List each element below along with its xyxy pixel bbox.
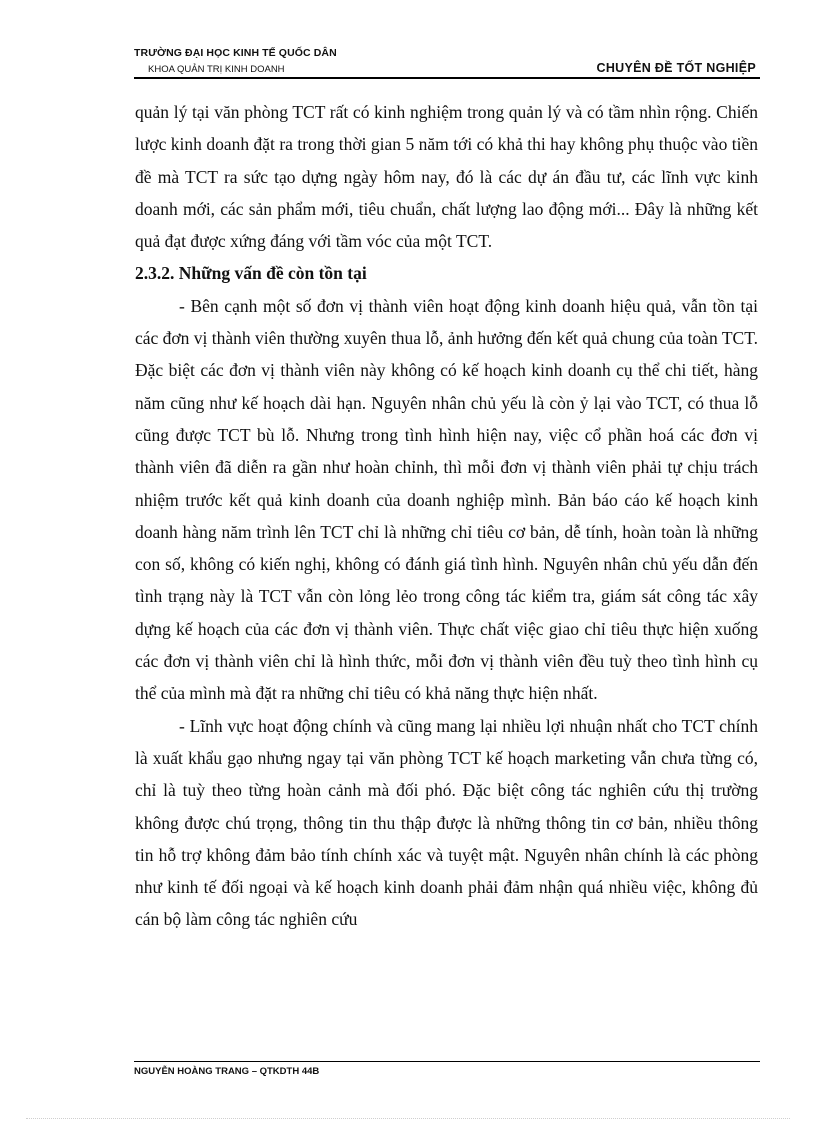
section-heading: 2.3.2. Những vấn đề còn tồn tại [135, 263, 367, 284]
footer-author: NGUYỄN HOÀNG TRANG – QTKDTH 44B [134, 1066, 320, 1077]
intro-paragraph: quản lý tại văn phòng TCT rất có kinh nghiệm trong quản lý và có tầm nhìn rộng. Chiến lược kinh doanh đặt ra trong thời gian 5 năm tới có khả thi hay không phụ thuộc vào tiền đề mà TCT ra sức tạo dựng ngày hôm nay, đó là các dự án đầu tư, các lĩnh vực kinh doanh mới, các sản phẩm mới, tiêu chuẩn, chất lượng lao động mới... Đây là những kết quả đạt được xứng đáng với tầm vóc của một TCT. [135, 102, 758, 252]
page-edge-divider [26, 1118, 790, 1119]
document-title: CHUYÊN ĐỀ TỐT NGHIỆP [596, 61, 756, 75]
faculty-name: KHOA QUẢN TRỊ KINH DOANH [148, 64, 285, 75]
page-body [135, 96, 758, 936]
footer-rule [134, 1061, 760, 1062]
header-rule [134, 77, 760, 79]
page-header [134, 47, 760, 81]
body-paragraph-2: - Lĩnh vực hoạt động chính và cũng mang lại nhiều lợi nhuận nhất cho TCT chính là xuất khẩu gạo nhưng ngay tại văn phòng TCT kế hoạch marketing vẫn chưa từng có, chỉ là tuỳ theo từng hoàn cảnh mà đối phó. Đặc biệt công tác nghiên cứu thị trường không được chú trọng, thông tin thu thập được là những thông tin cơ bản, nhiều thông tin hỗ trợ không đảm bảo tính chính xác và tuyệt mật. Nguyên nhân chính là các phòng như kinh tế đối ngoại và kế hoạch kinh doanh phải đảm nhận quá nhiều việc, không đủ cán bộ làm công tác nghiên cứu [135, 715, 758, 930]
body-paragraph-1: - Bên cạnh một số đơn vị thành viên hoạt động kinh doanh hiệu quả, vẫn tồn tại các đơn vị thành viên thường xuyên thua lỗ, ảnh hưởng đến kết quả chung của toàn TCT. Đặc biệt các đơn vị thành viên này không có kế hoạch kinh doanh cụ thể chi tiết, hàng năm cũng như kế hoạch dài hạn. Nguyên nhân chủ yếu là còn ỷ lại vào TCT, có thua lỗ cũng được TCT bù lỗ. Nhưng trong tình hình hiện nay, việc cổ phần hoá các đơn vị thành viên đã diễn ra gần như hoàn chỉnh, thì mỗi đơn vị thành viên phải tự chịu trách nhiệm trước kết quả kinh doanh của doanh nghiệp mình. Bản báo cáo kế hoạch kinh doanh hàng năm trình lên TCT chỉ là những chỉ tiêu cơ bản, dễ tính, hoàn toàn là những con số, không có kiến nghị, không có đánh giá tình hình. Nguyên nhân chủ yếu dẫn đến tình trạng này là TCT vẫn còn lỏng lẻo trong công tác kiểm tra, giám sát công tác xây dựng kế hoạch của các đơn vị thành viên. Thực chất việc giao chỉ tiêu thực hiện xuống các đơn vị thành viên chỉ là hình thức, mỗi đơn vị thành viên đều tuỳ theo tình hình cụ thể của mình mà đặt ra những chỉ tiêu có khả năng thực hiện nhất. [135, 295, 758, 704]
university-name: TRƯỜNG ĐẠI HỌC KINH TẾ QUỐC DÂN [134, 47, 337, 59]
